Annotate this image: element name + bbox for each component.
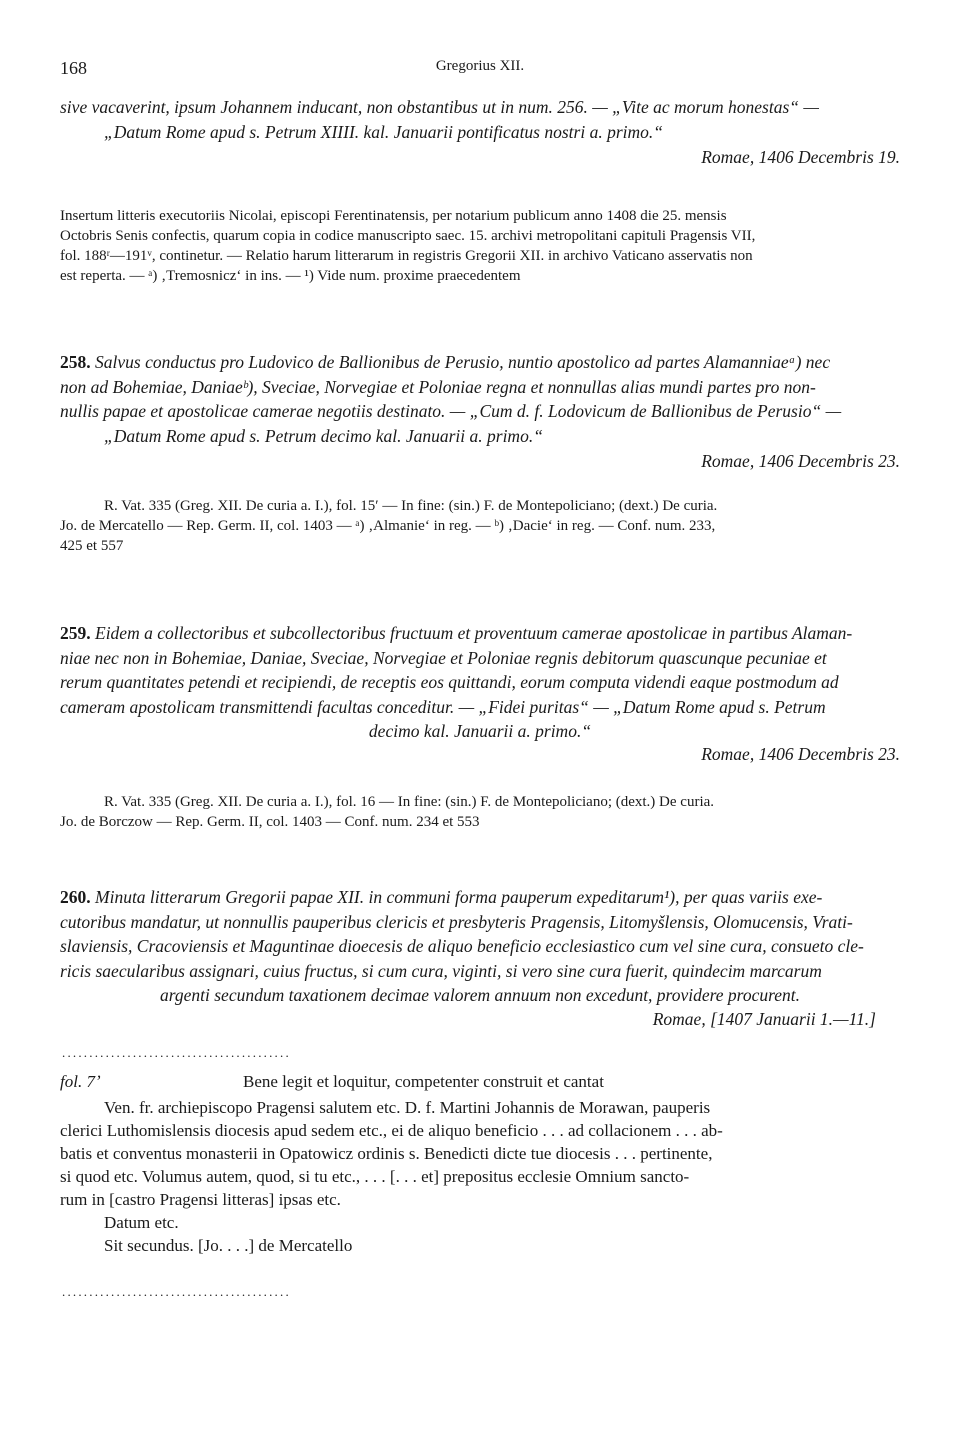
- intro-text: [60, 95, 900, 144]
- entry-line: non ad Bohemiae, Daniaeᵇ), Sveciae, Norvegiae et Poloniae regna et nonnullas alias mundi partes pro non-: [60, 376, 816, 397]
- intro-notes: [60, 206, 900, 286]
- entry-line: niae nec non in Bohemiae, Daniae, Sveciae, Norvegiae et Poloniae regnis debitorum quascunque pecuniae et: [60, 647, 827, 668]
- letter-signature: Sit secundus. [Jo. . . .] de Mercatello: [104, 1236, 353, 1255]
- ellipsis-divider: ..........................................: [62, 1045, 291, 1060]
- entry-259-notes: [60, 792, 900, 832]
- entry-258: [60, 350, 900, 448]
- entry-summary: Minuta litterarum Gregorii papae XII. in communi forma pauperum expeditarum¹), per quas variis exe-: [95, 887, 823, 907]
- running-title: Gregorius XII.: [435, 58, 525, 74]
- letter-line: Ven. fr. archiepiscopo Pragensi salutem etc. D. f. Martini Johannis de Morawan, pauperis: [104, 1098, 711, 1117]
- note-line: Jo. de Borczow — Rep. Germ. II, col. 1403 — Conf. num. 234 et 553: [60, 814, 480, 830]
- note-line: fol. 188ʳ—191ᵛ, continetur. — Relatio harum litterarum in registris Gregorii XII. in archivo Vaticano asservatis non: [60, 248, 753, 264]
- intro-date: Romae, 1406 Decembris 19.: [701, 147, 900, 167]
- entry-line: rerum quantitates petendi et recipiendi, de receptis eos quittandi, eorum computa videndi eaque postmodum ad: [60, 672, 839, 692]
- page-header: [60, 58, 900, 82]
- entry-260-date: Romae, [1407 Januarii 1.—11.]: [652, 1009, 876, 1029]
- entry-first-line: [60, 621, 900, 646]
- entry-number: 259.: [60, 623, 91, 643]
- letter-text: [60, 1096, 900, 1257]
- note-line: R. Vat. 335 (Greg. XII. De curia a. I.), fol. 16 — In fine: (sin.) F. de Montepoliciano; (dext.) De curia.: [104, 794, 715, 810]
- intro-line: sive vacaverint, ipsum Johannem inducant, non obstantibus ut in num. 256. — „Vite ac morum honestas“ —: [60, 97, 819, 117]
- letter-datum: Datum etc.: [104, 1213, 179, 1232]
- letter-line: rum in [castro Pragensi litteras] ipsas etc.: [60, 1190, 341, 1209]
- entry-259-date: Romae, 1406 Decembris 23.: [701, 744, 900, 764]
- letter-line: batis et conventus monasterii in Opatowicz ordinis s. Benedicti dicte tue diocesis . . . pertinente,: [60, 1144, 713, 1163]
- entry-259: [60, 621, 900, 744]
- entry-line: slaviensis, Cracoviensis et Maguntinae dioecesis de aliquo beneficio ecclesiastico cum vel sine cura, consueto cle-: [60, 936, 864, 956]
- entry-first-line: [60, 885, 900, 910]
- page-number: 168: [60, 58, 87, 78]
- entry-datum-line: „Datum Rome apud s. Petrum decimo kal. Januarii a. primo.“: [104, 425, 543, 446]
- entry-first-line: [60, 350, 900, 375]
- letter-line: si quod etc. Volumus autem, quod, si tu etc., . . . [. . . et] prepositus ecclesie Omnium sancto-: [60, 1167, 690, 1186]
- entry-line: cameram apostolicam transmittendi facultas conceditur. — „Fidei puritas“ — „Datum Rome apud s. Petrum: [60, 696, 826, 717]
- note-line: R. Vat. 335 (Greg. XII. De curia a. I.), fol. 15′ — In fine: (sin.) F. de Montepoliciano; (dext.) De curia.: [104, 498, 718, 514]
- note-line: 425 et 557: [60, 538, 124, 554]
- entry-datum-line: decimo kal. Januarii a. primo.“: [368, 721, 592, 741]
- entry-258-notes: [60, 496, 900, 556]
- note-line: Octobris Senis confectis, quarum copia in codice manuscripto saec. 15. archivi metropolitani capituli Pragensis VII,: [60, 228, 756, 244]
- note-line: Jo. de Mercatello — Rep. Germ. II, col. 1403 — ᵃ) ‚Almanie‘ in reg. — ᵇ) ‚Dacie‘ in reg. — Conf. num. 233,: [60, 518, 716, 534]
- ellipsis-divider-end: ..........................................: [62, 1284, 291, 1299]
- entry-number: 258.: [60, 352, 91, 372]
- folio-label: fol. 7ʼ: [60, 1072, 101, 1091]
- entry-line: ricis saecularibus assignari, cuius fructus, si cum cura, viginti, si vero sine cura fuerit, quindecim marcarum: [60, 960, 822, 981]
- entry-line: cutoribus mandatur, ut nonnullis pauperibus clericis et presbyteris Pragensis, Litomyšlensis, Olomucensis, Vrati-: [60, 911, 853, 932]
- entry-line: nullis papae et apostolicae camerae negotiis destinato. — „Cum d. f. Lodovicum de Ballionibus de Perusio“ —: [60, 401, 842, 421]
- letter-line: clerici Luthomislensis diocesis apud sedem etc., ei de aliquo beneficio . . . ad collacionem . . . ab-: [60, 1121, 723, 1140]
- folio-rubric: Bene legit et loquitur, competenter construit et cantat: [243, 1072, 604, 1091]
- entry-number: 260.: [60, 887, 91, 907]
- entry-summary: Salvus conductus pro Ludovico de Ballionibus de Perusio, nuntio apostolico ad partes Alamanniaeᵃ) nec: [95, 352, 831, 372]
- intro-line: „Datum Rome apud s. Petrum XIIII. kal. Januarii pontificatus nostri a. primo.“: [104, 121, 664, 142]
- note-line: est reperta. — ᵃ) ‚Tremosnicz‘ in ins. — ¹) Vide num. proxime praecedentem: [60, 268, 521, 284]
- entry-260: [60, 885, 900, 1008]
- entry-line: argenti secundum taxationem decimae valorem annuum non excedunt, providere procurent.: [159, 985, 801, 1005]
- entry-258-date: Romae, 1406 Decembris 23.: [701, 451, 900, 471]
- note-line: Insertum litteris executoriis Nicolai, episcopi Ferentinatensis, per notarium publicum anno 1408 die 25. mensis: [60, 208, 727, 224]
- entry-summary: Eidem a collectoribus et subcollectoribus fructuum et proventuum camerae apostolicae in partibus Alaman-: [95, 623, 853, 643]
